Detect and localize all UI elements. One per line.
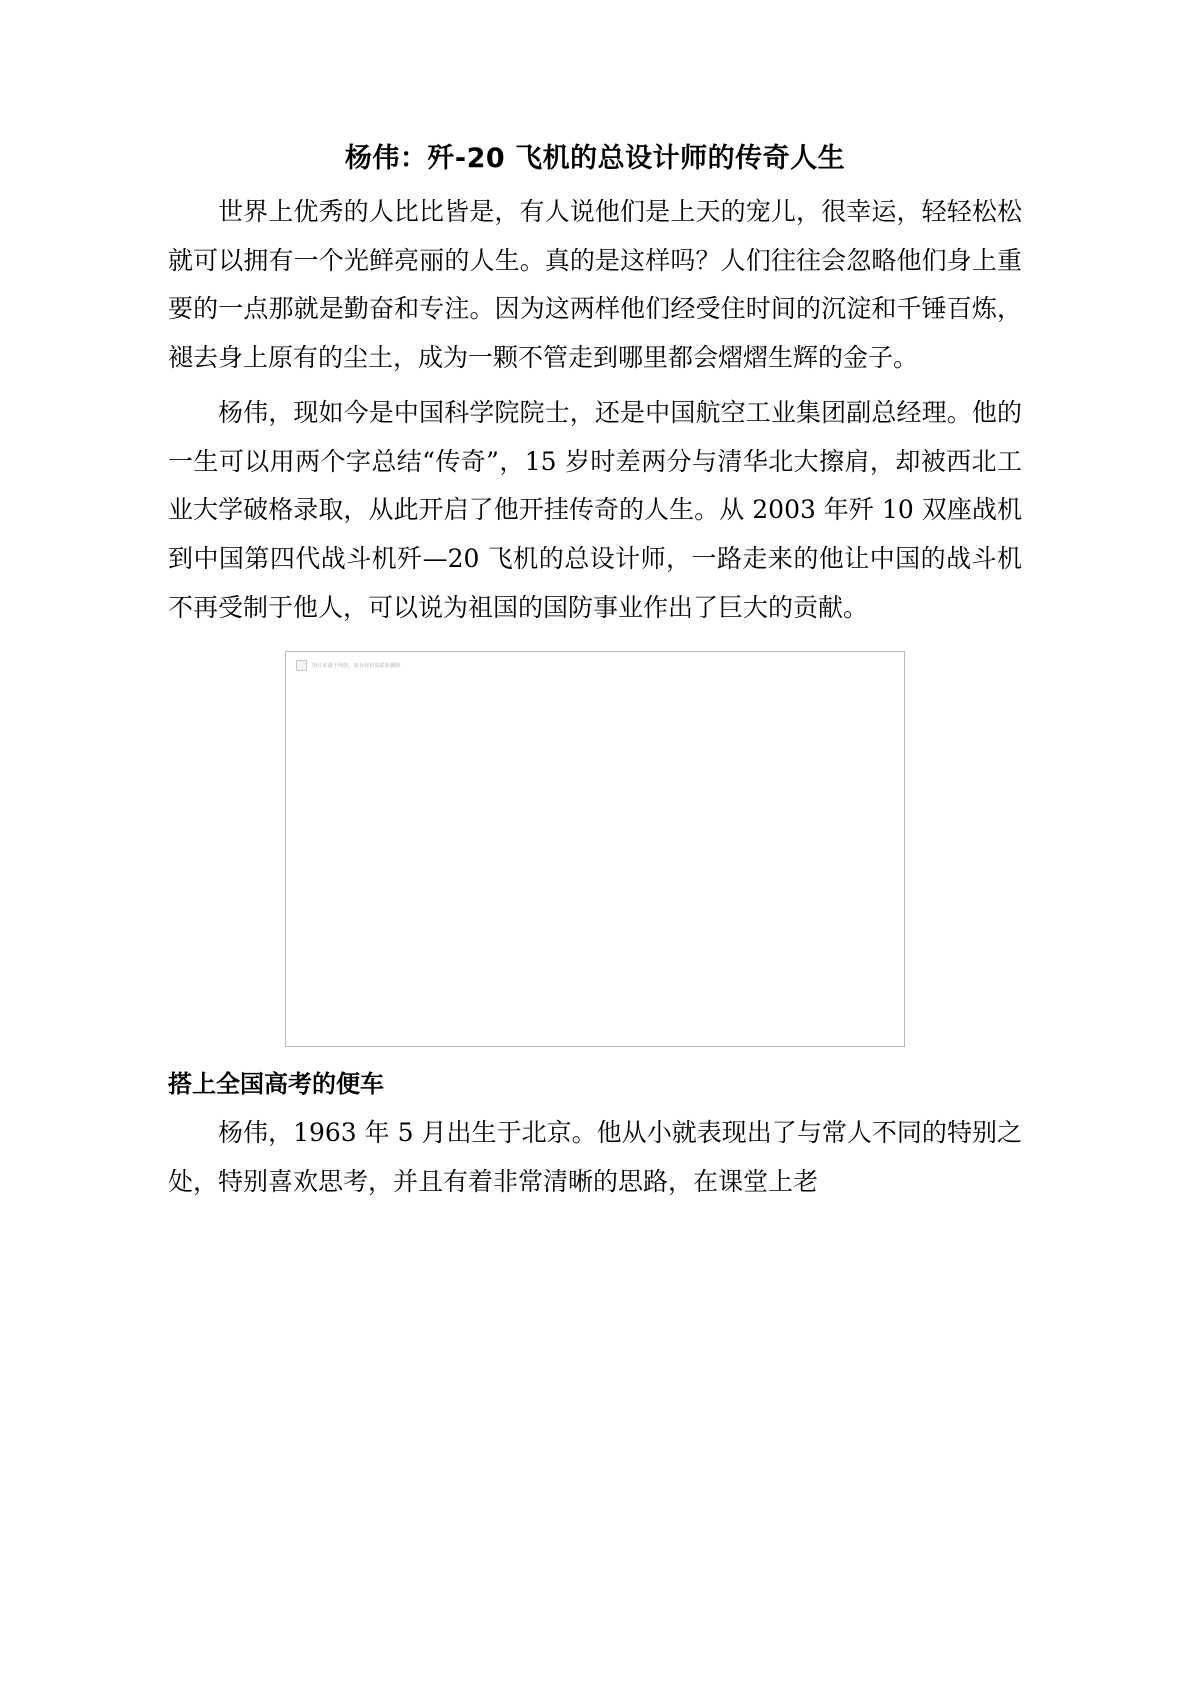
embedded-image-toolbar — [296, 660, 400, 671]
body-paragraph-1: 世界上优秀的人比比皆是，有人说他们是上天的宠儿，很幸运，轻轻松松就可以拥有一个光鲜亮丽的人生。真的是这样吗？人们往往会忽略他们身上重要的一点那就是勤奋和专注。因为这两样他们经受住时间的沉淀和千锤百炼，褪去身上原有的尘土，成为一颗不管走到哪里都会熠熠生辉的金子。 — [168, 196, 1022, 373]
body-paragraph-2: 杨伟，现如今是中国科学院院士，还是中国航空工业集团副总经理。他的一生可以用两个字总结“传奇”，15 岁时差两分与清华北大擦肩，却被西北工业大学破格录取，从此开启了他开挂传奇的人生。从 2003 年歼 10 双座战机到中国第四代战斗机歼—20 飞机的总设计师，一路走来的他让中国的战斗机不再受制于他人，可以说为祖国的国防事业作出了巨大的贡献。 — [168, 397, 1022, 622]
figure-block — [168, 651, 1022, 1047]
section-heading: 搭上全国高考的便车 — [168, 1069, 384, 1098]
body-paragraph-3: 杨伟，1963 年 5 月出生于北京。他从小就表现出了与常人不同的特别之处，特别喜欢思考，并且有着非常清晰的思路，在课堂上老 — [168, 1117, 1022, 1196]
page-title: 杨伟：歼-20 飞机的总设计师的传奇人生 — [344, 143, 846, 174]
image-icon — [296, 660, 307, 671]
image-source-note: 图片来源于网络，如有侵权请联系删除 — [312, 662, 401, 669]
image-placeholder-frame — [285, 651, 905, 1047]
